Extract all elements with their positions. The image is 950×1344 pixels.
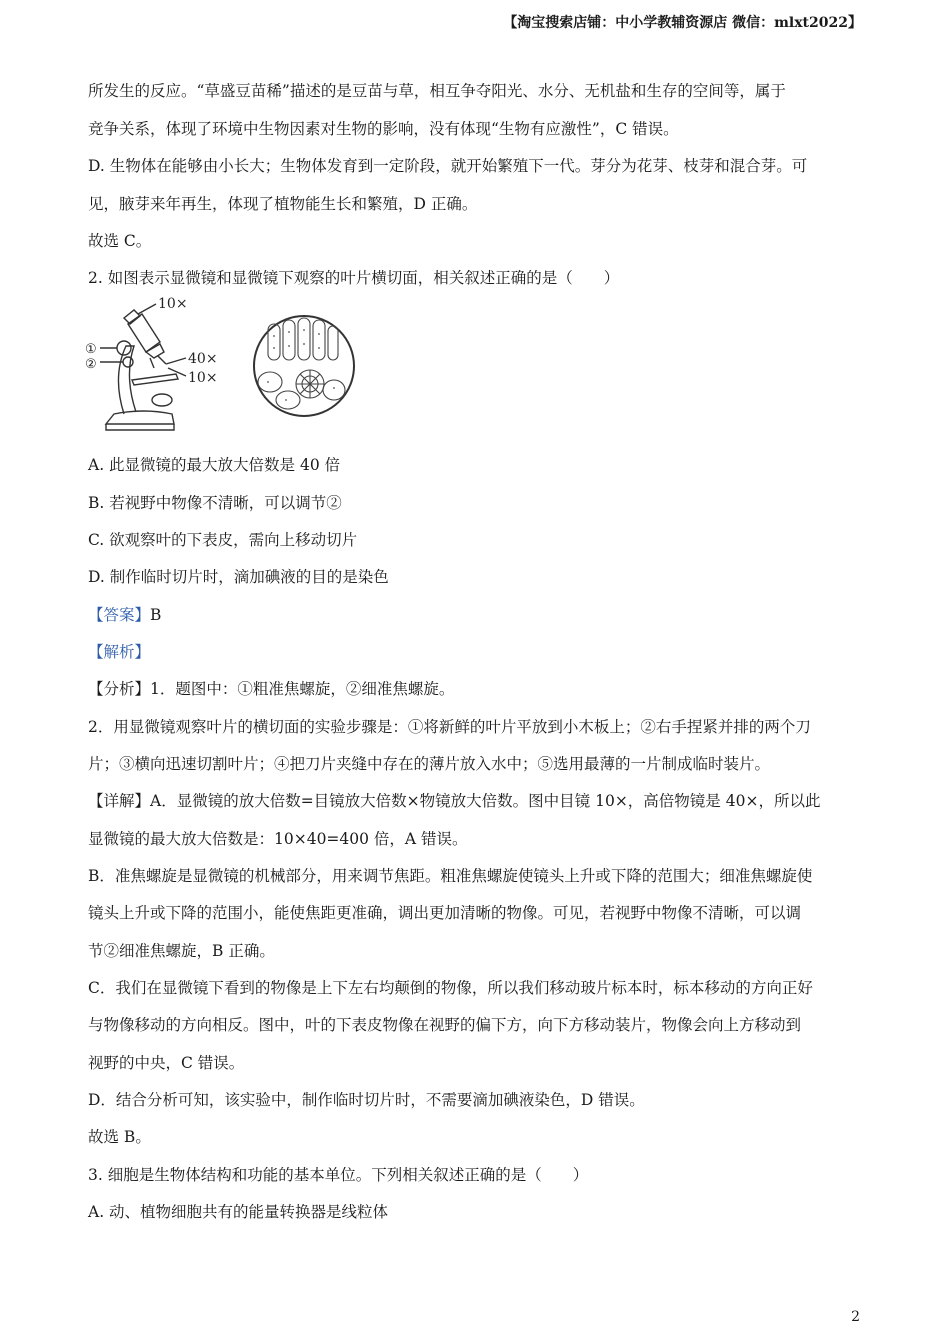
question-3-stem: 3. 细胞是生物体结构和功能的基本单位。下列相关叙述正确的是（ ） (88, 1166, 589, 1184)
analysis-line: 与物像移动的方向相反。图中，叶的下表皮物像在视野的偏下方，向下方移动装片，物像会向上方移动到 (88, 1016, 802, 1034)
analysis-line: 【分析】1．题图中：①粗准焦螺旋，②细准焦螺旋。 (88, 680, 455, 698)
text-line: D. 生物体在能够由小长大；生物体发育到一定阶段，就开始繁殖下一代。芽分为花芽、枝芽和混合芽。可 (88, 157, 808, 175)
marker-1: ① (85, 342, 97, 357)
answer-tag: 【答案】 (88, 606, 151, 624)
analysis-line: 节②细准焦螺旋，B 正确。 (88, 942, 275, 960)
option-a: A. 此显微镜的最大放大倍数是 40 倍 (88, 456, 341, 474)
analysis-line: 视野的中央，C 错误。 (88, 1054, 245, 1072)
option-c: C. 欲观察叶的下表皮，需向上移动切片 (88, 531, 358, 549)
page-number: 2 (851, 1309, 860, 1325)
text-line: 见，腋芽来年再生，体现了植物能生长和繁殖，D 正确。 (88, 195, 478, 213)
question-2-stem: 2. 如图表示显微镜和显微镜下观察的叶片横切面，相关叙述正确的是（ ） (88, 269, 620, 287)
analysis-line: 【详解】A．显微镜的放大倍数=目镜放大倍数×物镜放大倍数。图中目镜 10×，高倍物镜是 40×，所以此 (88, 792, 821, 810)
question-3-option-a: A. 动、植物细胞共有的能量转换器是线粒体 (88, 1203, 389, 1221)
text-line: 故选 C。 (88, 232, 152, 250)
analysis-line: 镜头上升或下降的范围小，能使焦距更准确，调出更加清晰的物像。可见，若视野中物像不清晰，可以调 (88, 904, 802, 922)
microscope-figure (84, 296, 374, 441)
option-d: D. 制作临时切片时，滴加碘液的目的是染色 (88, 568, 389, 586)
eyepiece-label: 10× (158, 296, 188, 312)
text-line: 竞争关系，体现了环境中生物因素对生物的影响，没有体现“生物有应激性”，C 错误。 (88, 120, 679, 138)
option-b: B. 若视野中物像不清晰，可以调节② (88, 494, 342, 512)
objective-low-label: 10× (188, 370, 218, 386)
page-header: 【淘宝搜索店铺：中小学教辅资源店 微信：mlxt2022】 (503, 15, 862, 31)
analysis-line: B．准焦螺旋是显微镜的机械部分，用来调节焦距。粗准焦螺旋使镜头上升或下降的范围大；细准焦螺旋使 (88, 867, 813, 885)
analysis-tag: 【解析】 (88, 643, 151, 661)
objective-high-label: 40× (188, 351, 218, 367)
analysis-line: 2．用显微镜观察叶片的横切面的实验步骤是：①将新鲜的叶片平放到小木板上；②右手捏紧并排的两个刀 (88, 718, 811, 736)
marker-2: ② (85, 357, 97, 372)
analysis-line: D．结合分析可知，该实验中，制作临时切片时，不需要滴加碘液染色，D 错误。 (88, 1091, 645, 1109)
analysis-line: 片；③横向迅速切割叶片；④把刀片夹缝中存在的薄片放入水中；⑤选用最薄的一片制成临时装片。 (88, 755, 771, 773)
leaf-section-view (254, 316, 354, 416)
analysis-line: 故选 B。 (88, 1128, 151, 1146)
text-line: 所发生的反应。“草盛豆苗稀”描述的是豆苗与草，相互争夺阳光、水分、无机盐和生存的空间等，属于 (88, 82, 786, 100)
analysis-line: 显微镜的最大放大倍数是：10×40=400 倍，A 错误。 (88, 830, 468, 848)
analysis-line: C．我们在显微镜下看到的物像是上下左右均颠倒的物像，所以我们移动玻片标本时，标本移动的方向正好 (88, 979, 813, 997)
answer-value: B (150, 606, 162, 624)
answer-line (88, 605, 161, 625)
